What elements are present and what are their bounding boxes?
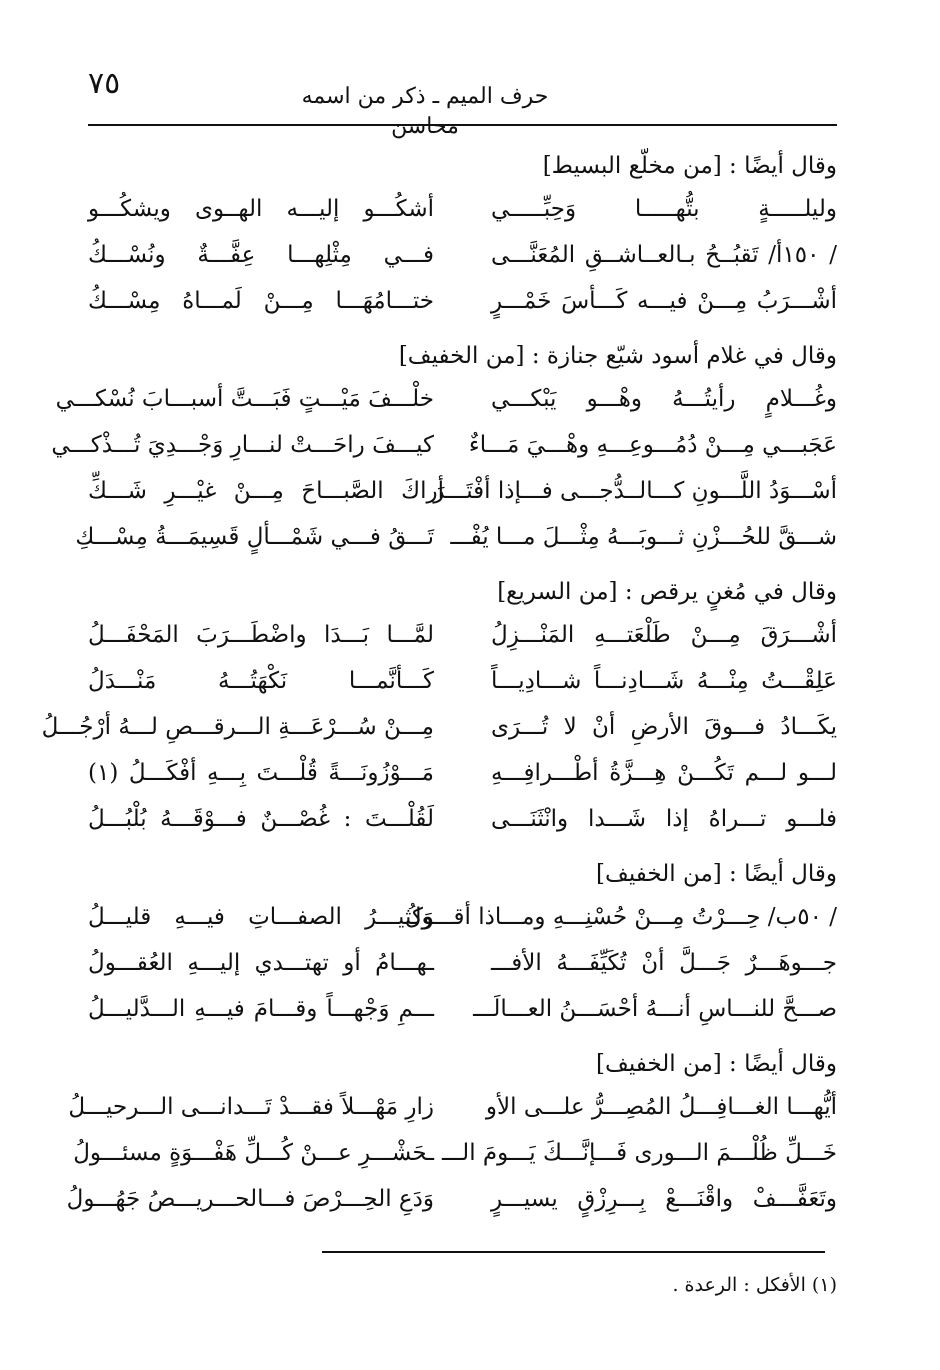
first-hemistich: شـــقَّ للحُـــزْنِ ثـــوبَـــهُ مِثْـــلَ مـــا يُفْـــ: [450, 524, 837, 550]
verse-line: [88, 468, 837, 514]
second-hemistich: لَقُلْـــتَ : غُصْـــنٌ فـــوْقَـــهُ بُلْبُـــلُ: [88, 806, 434, 832]
footnote-rule: [322, 1251, 825, 1253]
first-hemistich: وتَعَفَّـــفْ واقْنَـــعْ بِـــرِزْقٍ يسيـــرٍ: [491, 1186, 837, 1212]
verse-line: [68, 1084, 837, 1130]
poem-heading: وقال أيضًا : [من الخفيف]: [596, 1051, 837, 1077]
first-hemistich: / ١٥٠أ/ تَقبُــحُ بـالعــاشــقِ المُعَنَّـــى: [491, 242, 838, 268]
second-hemistich: مَـــوْزُونَـــةً قُلْـــتَ بِـــهِ أفْكَـــلُ (١): [88, 760, 434, 786]
verse-line: [88, 894, 837, 940]
poem-body: [41, 146, 838, 1222]
first-hemistich: جـــوهَـــرٌ جَـــلَّ أنْ تُكَيِّفَـــهُ الأفـــ: [491, 950, 837, 976]
verse-line: [88, 612, 837, 658]
first-hemistich: فلـــو تـــراهُ إذا شَـــدا وانْثَنَـــى: [491, 806, 837, 832]
first-hemistich: صـــحَّ للنـــاسِ أنـــهُ أحْسَـــنُ العـــالَـــ: [473, 996, 837, 1022]
second-hemistich: ختـــامُهَـــا مِـــنْ لَمـــاهُ مِسْـــكُ: [88, 288, 434, 314]
second-hemistich: تَـــقُ فـــي شَمْـــألٍ قَسِيمَـــةُ مِسْـــكِ: [75, 524, 434, 550]
second-hemistich: زارِ مَهْـــلاً فقـــدْ تَـــدانـــى الـــرحيـــلُ: [68, 1094, 434, 1120]
page-number: ٧٥: [88, 66, 121, 101]
second-hemistich: وَكثيـــرُ الصفـــاتِ فيـــهِ قليـــلُ: [88, 904, 434, 930]
verse-line: [88, 658, 837, 704]
first-hemistich: أسْـــوَدُ اللَّـــونِ كـــالــدُّجـــى فـــإذا أفْتَـــرَ: [433, 478, 837, 504]
verse-line: [55, 376, 837, 422]
second-hemistich: فـــي مِثْلِهـــا عِفَّـــةٌ ونُسْـــكُ: [88, 242, 434, 268]
first-hemistich: عَجَبـــي مِـــنْ دُمُـــوعِـــهِ وهْـــيَ مَـــاءٌ: [468, 432, 837, 458]
first-hemistich: أيُّهـــا الغـــافِـــلُ المُصِـــرُّ علـــى الأو: [485, 1094, 837, 1120]
second-hemistich: ـهـــامُ أو تهتـــدي إليـــهِ العُقـــولُ: [88, 950, 434, 976]
verse-line: [41, 704, 837, 750]
poem-section: [66, 1044, 837, 1222]
poem-section: [88, 146, 837, 324]
second-hemistich: ـــمِ وَجْهـــاً وقـــامَ فيـــهِ الـــدَّليـــلُ: [88, 996, 434, 1022]
second-hemistich: مِـــنْ سُـــرْعَـــةِ الـــرقـــصِ لـــهُ أرْجُـــلُ: [41, 714, 434, 740]
verse-line: [75, 514, 837, 560]
first-hemistich: خَـــلِّ ظُلْـــمَ الـــورى فَـــإنَّـــكَ يَـــومَ الـــ: [441, 1140, 837, 1166]
verse-line: [88, 796, 837, 842]
poem-heading: وقال في مُغنٍ يرقص : [من السريع]: [497, 579, 837, 605]
first-hemistich: يكَـــادُ فـــوقَ الأرضِ أنْ لا تُـــرَى: [491, 714, 837, 740]
first-hemistich: عَلِقْـــتُ مِنْـــهُ شَـــادِنـــاً شـــادِيـــاً: [491, 668, 837, 694]
verse-line: [88, 986, 837, 1032]
verse-line: [66, 1176, 837, 1222]
poem-heading: وقال في غلام أسود شيّع جنازة : [من الخفيف]: [398, 343, 837, 369]
second-hemistich: خلْـــفَ مَيْـــتٍ فَبَـــتَّ أسبـــابَ نُسْكـــي: [55, 386, 434, 412]
first-hemistich: وغُـــلامٍ رأيتُـــهُ وهْـــو يَبْكـــي: [491, 386, 837, 412]
first-hemistich: لـــو لـــم تَكُـــنْ هِـــزَّةُ أطْـــرافِـــهِ: [491, 760, 837, 786]
poem-section: [41, 572, 837, 842]
poem-heading: وقال أيضًا : [من مخلّع البسيط]: [542, 153, 837, 179]
verse-line: [88, 186, 837, 232]
poem-section: [88, 854, 837, 1032]
second-hemistich: كيـــفَ راحَـــتْ لنـــارِ وَجْـــدِيَ تُـــذْكـــي: [51, 432, 434, 458]
header-rule: [88, 124, 837, 126]
verse-line: [88, 278, 837, 324]
poem-heading: وقال أيضًا : [من الخفيف]: [596, 861, 837, 887]
verse-line: [73, 1130, 837, 1176]
first-hemistich: أشْـــرَقَ مِـــنْ طَلْعَتـــهِ المَنْـــزِلُ: [491, 622, 837, 648]
verse-line: [51, 422, 837, 468]
second-hemistich: وَدَعِ الحِـــرْصَ فـــالحـــريـــصُ جَهُـــولُ: [66, 1186, 434, 1212]
poem-section: [51, 336, 837, 560]
second-hemistich: لمَّـــا بَـــدَا واضْطَـــرَبَ المَحْفَـــلُ: [88, 622, 434, 648]
first-hemistich: أشْـــرَبُ مِـــنْ فيـــه كَـــأسَ خَمْـــرٍ: [491, 288, 837, 314]
first-hemistich: وليلـــــةٍ بتُّهـــــا وَحِبِّـــــي: [491, 196, 837, 222]
footnote: (١) الأفكل : الرعدة .: [672, 1274, 837, 1296]
second-hemistich: أشكُـــو إليـــه الهــوى ويشكُـــو: [88, 196, 434, 222]
verse-line: [88, 940, 837, 986]
running-head: حرف الميم ـ ذكر من اسمه محاسن: [301, 84, 549, 139]
verse-line: [88, 750, 837, 796]
second-hemistich: كَـــأنَّمـــا نَكْهَتُـــهُ مَنْـــدَلُ: [88, 668, 434, 694]
first-hemistich: / ٥٠ب/ حِـــرْتُ مِـــنْ حُسْنِـــهِ ومـــاذا أقـــولُ: [404, 904, 837, 930]
second-hemistich: ـحَشْـــرِ عـــنْ كُـــلِّ هَفْـــوَةٍ مسئـــولُ: [73, 1140, 434, 1166]
verse-line: [88, 232, 837, 278]
second-hemistich: أراكَ الصَّبـــاحَ مِـــنْ غيْـــرِ شَـــكِّ: [88, 478, 444, 504]
